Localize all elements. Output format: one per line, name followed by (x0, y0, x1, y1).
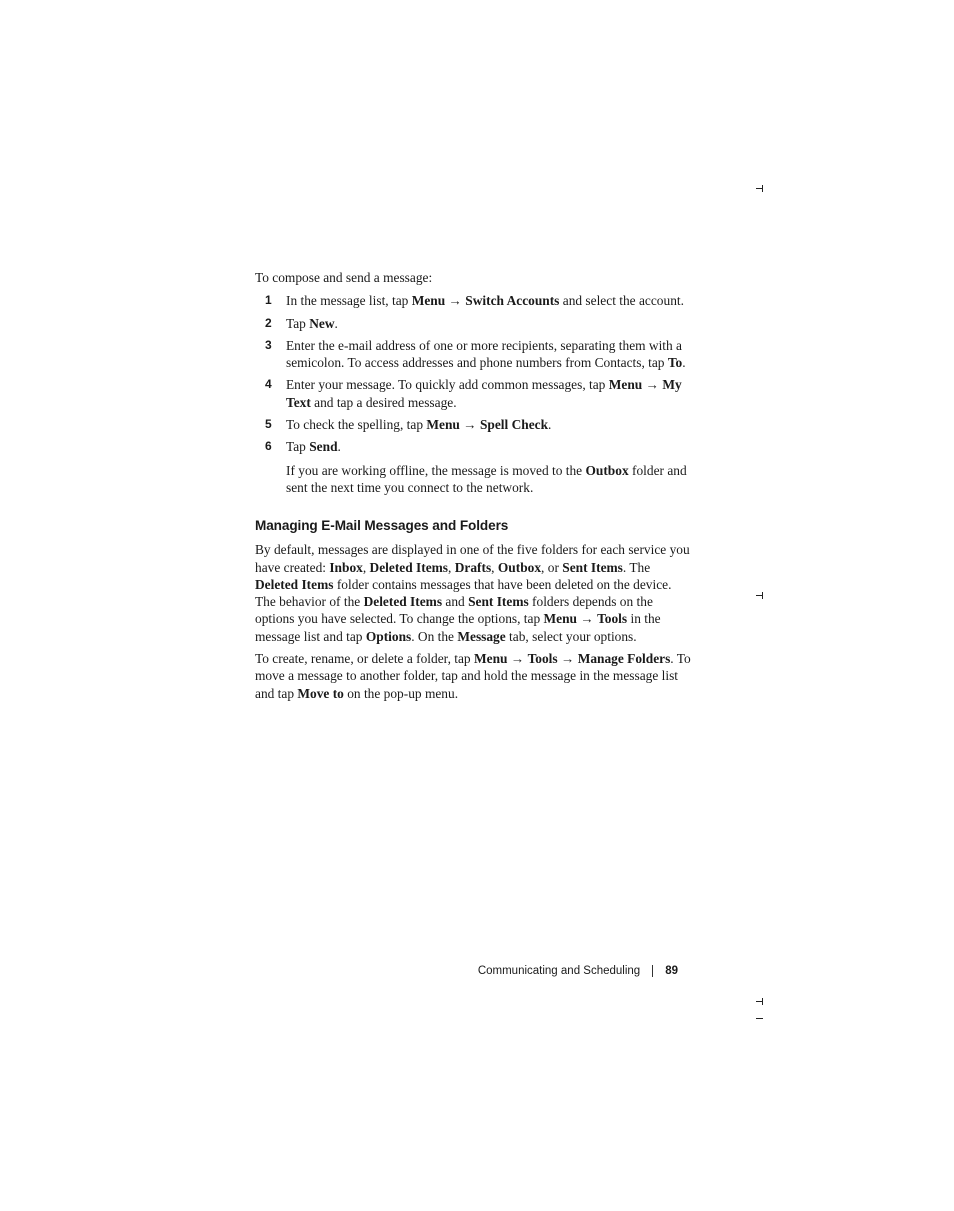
text-run: and tap a desired message. (310, 394, 457, 410)
ui-term: Sent Items (468, 594, 529, 610)
steps-list (255, 292, 695, 455)
text-run: , (362, 559, 370, 575)
text-run: → (557, 651, 578, 667)
ui-term: Menu (411, 293, 446, 309)
ui-term: Deleted Items (369, 559, 449, 575)
step-item (255, 416, 695, 433)
ui-term: Manage Folders (577, 651, 671, 667)
text-run: . The (622, 559, 651, 575)
step-item (255, 438, 695, 455)
ui-term: Deleted Items (363, 594, 443, 610)
paragraph-manage-folders (255, 650, 695, 702)
crop-mark (756, 1001, 763, 1002)
ui-term: Send (309, 439, 338, 455)
step-text (286, 439, 341, 454)
step-number: 3 (265, 337, 272, 352)
step-number: 1 (265, 293, 272, 308)
text-run: . (548, 417, 552, 433)
ui-term: Menu (426, 417, 460, 433)
ui-term: My Text (286, 377, 682, 410)
step-text (286, 377, 682, 409)
text-run: . To move a message to another folder, tap and hold the message in the message list and tap (255, 651, 691, 701)
text-run: in the message list and tap (255, 611, 661, 644)
step-number: 5 (265, 417, 272, 432)
page-number: 89 (665, 965, 678, 977)
step-item (255, 315, 695, 332)
footer-section-title: Communicating and Scheduling (477, 965, 641, 977)
step-item (255, 292, 695, 309)
ui-term: Move to (297, 685, 344, 701)
ui-term: Outbox (585, 462, 629, 478)
ui-term: Spell Check (479, 417, 549, 433)
text-run: In the message list, tap (286, 293, 412, 309)
page-footer (478, 963, 678, 979)
step-note (255, 462, 695, 497)
ui-term: Menu (543, 611, 577, 627)
ui-term: Sent Items (562, 559, 623, 575)
ui-term: Deleted Items (255, 576, 334, 592)
text-run: → (459, 417, 480, 433)
text-run: By default, messages are displayed in one of the five folders for each service you have created: (255, 542, 690, 575)
step-text (286, 338, 686, 370)
text-run: Tap (286, 439, 310, 455)
step-text (286, 316, 338, 331)
text-run: . On the (411, 628, 458, 644)
text-run: → (642, 377, 663, 393)
ui-term: Tools (597, 611, 628, 627)
ui-term: Switch Accounts (465, 293, 560, 309)
step-text (286, 417, 551, 432)
text-run: Enter your message. To quickly add common messages, tap (286, 377, 609, 393)
crop-mark (756, 1018, 763, 1019)
section-heading: Managing E-Mail Messages and Folders (255, 518, 509, 534)
text-run: Enter the e-mail address of one or more recipients, separating them with a semicolon. To access addresses and phone numbers from Contacts, tap (286, 337, 682, 371)
text-run: , (491, 559, 498, 575)
step-item (255, 376, 695, 411)
step-number: 4 (265, 377, 272, 392)
text-run: Tap (286, 315, 310, 331)
text-run: folders depends on the options you have selected. To change the options, tap (255, 594, 653, 627)
text-run: , (448, 559, 455, 575)
intro-text: To compose and send a message: (255, 270, 433, 285)
ui-term: Menu (608, 377, 643, 393)
step-item (255, 337, 695, 372)
text-run: → (577, 611, 598, 627)
text-run: → (445, 293, 466, 309)
step-text (286, 293, 684, 308)
text-run: To create, rename, or delete a folder, tap (255, 651, 474, 667)
ui-term: To (667, 355, 683, 371)
step-number: 2 (265, 315, 272, 330)
footer-separator (652, 965, 653, 977)
crop-mark (756, 188, 763, 189)
text-run: on the pop-up menu. (343, 685, 459, 701)
ui-term: Inbox (329, 559, 363, 575)
text-run: . (682, 355, 686, 371)
text-run: folder and sent the next time you connect to the network. (286, 462, 687, 495)
text-run: folder contains messages that have been deleted on the device. The behavior of the (255, 576, 672, 610)
ui-term: Outbox (497, 559, 542, 575)
text-run: → (507, 651, 528, 667)
paragraph-folders (255, 541, 695, 645)
text-run: . (337, 439, 341, 455)
text-run: If you are working offline, the message is moved to the (286, 462, 586, 478)
page-content (255, 269, 695, 702)
ui-term: New (309, 315, 335, 331)
text-run: tab, select your options. (505, 628, 637, 644)
ui-term: Options (365, 628, 412, 644)
text-run: and select the account. (559, 293, 684, 309)
ui-term: Menu (473, 651, 508, 667)
text-run: , or (541, 559, 563, 575)
text-run: and (442, 594, 469, 610)
step-number: 6 (265, 439, 272, 454)
ui-term: Message (457, 628, 506, 644)
text-run: . (334, 315, 338, 331)
ui-term: Tools (527, 651, 558, 667)
ui-term: Drafts (454, 559, 492, 575)
text-run: To check the spelling, tap (286, 417, 427, 433)
crop-mark (756, 595, 763, 596)
